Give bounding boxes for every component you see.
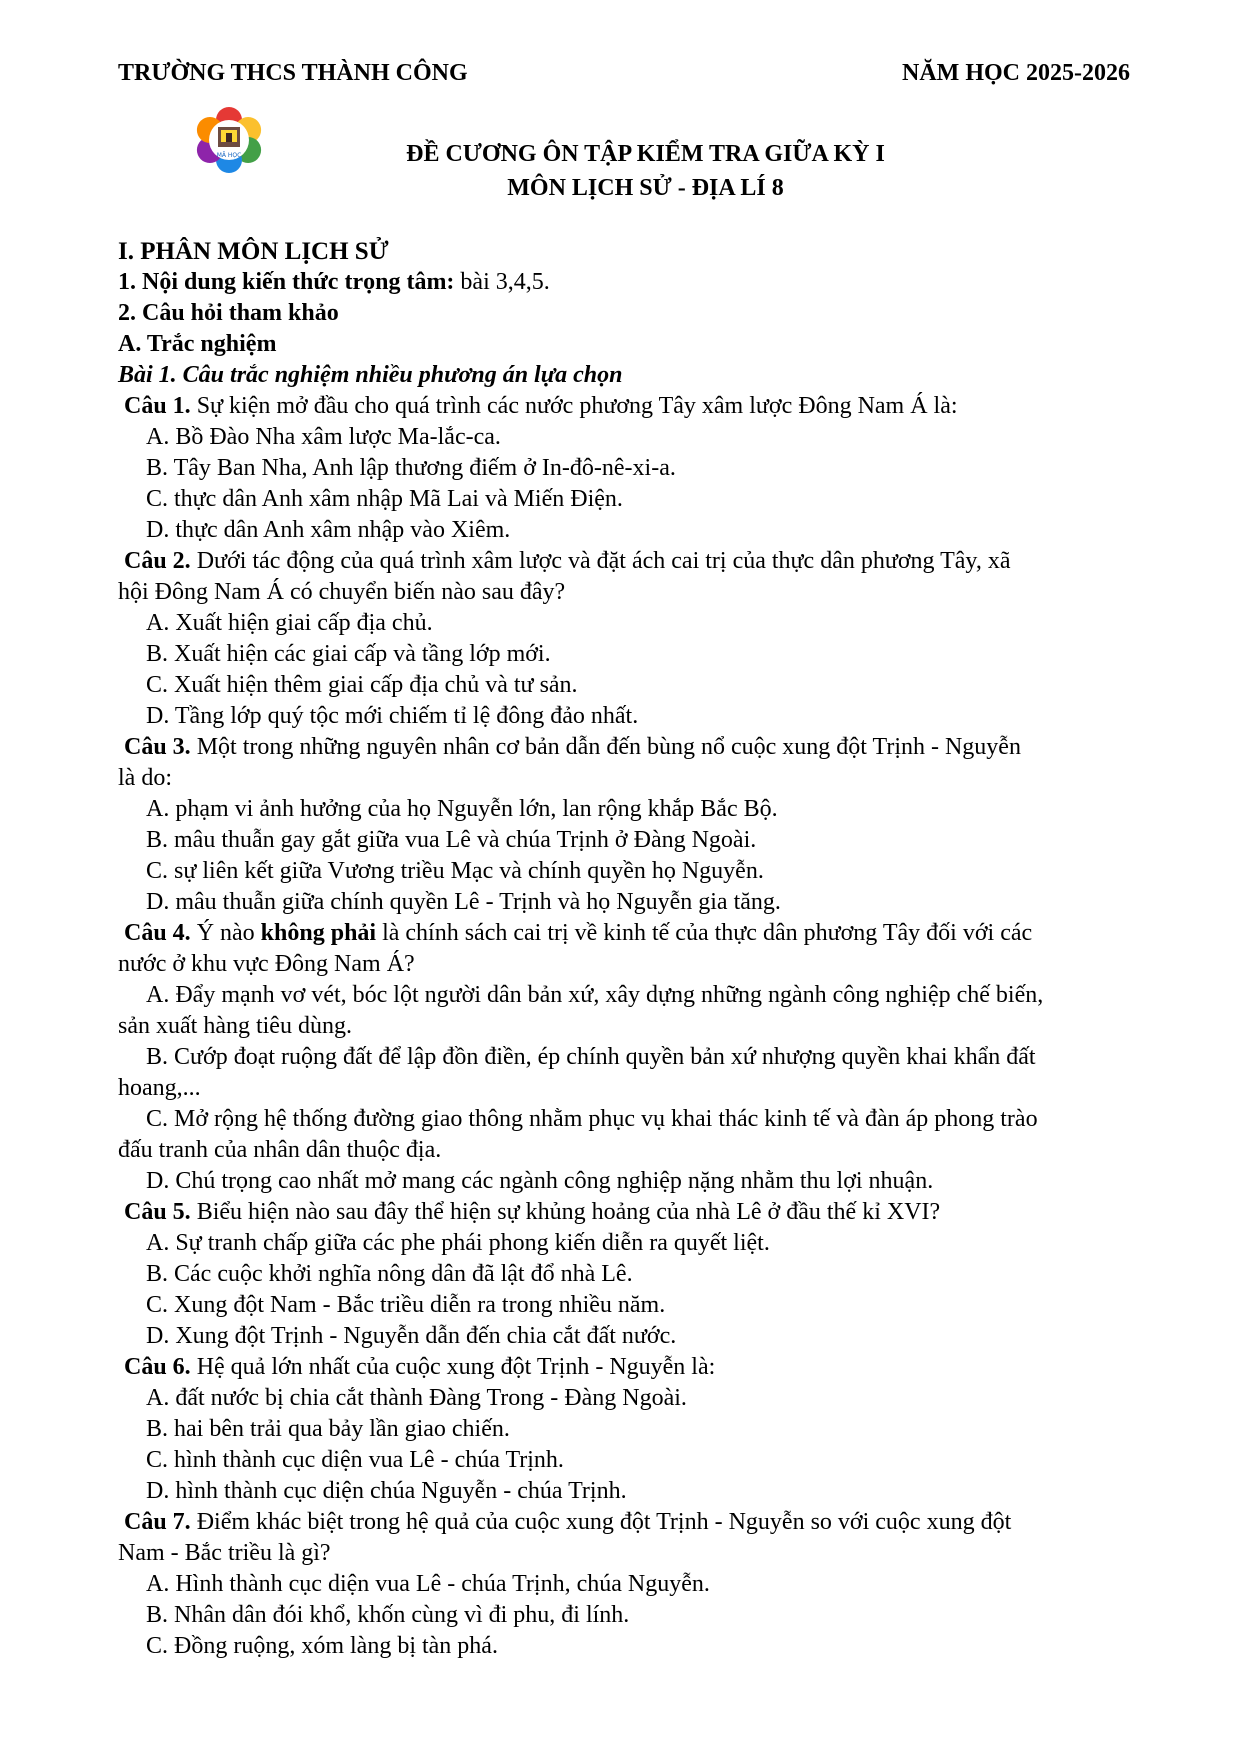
option-b: B. mâu thuẫn gay gắt giữa vua Lê và chúa Trịnh ở Đàng Ngoài.: [146, 827, 757, 853]
bai-1-heading: Bài 1. Câu trắc nghiệm nhiều phương án lựa chọn: [118, 362, 623, 388]
part-a-heading: A. Trắc nghiệm: [118, 331, 277, 357]
question-text: Dưới tác động của quá trình xâm lược và đặt ách cai trị của thực dân phương Tây, xã: [190, 548, 1011, 574]
title-line-2: MÔN LỊCH SỬ - ĐỊA LÍ 8: [507, 175, 784, 201]
question-label: Câu 4.: [124, 920, 191, 946]
question-text-cont: nước ở khu vực Đông Nam Á?: [118, 951, 415, 977]
option-c: C. thực dân Anh xâm nhập Mã Lai và Miến Điện.: [146, 486, 623, 512]
option-b-cont: hoang,...: [118, 1075, 201, 1101]
question-2: [124, 546, 1011, 577]
option-a: A. phạm vi ảnh hưởng của họ Nguyễn lớn, lan rộng khắp Bắc Bộ.: [146, 796, 778, 822]
school-year: NĂM HỌC 2025-2026: [902, 60, 1130, 86]
question-5: [124, 1197, 940, 1228]
header-row: [118, 60, 1130, 87]
title-line-1: ĐỀ CƯƠNG ÔN TẬP KIỂM TRA GIỮA KỲ I: [406, 141, 885, 167]
option-a: A. Bồ Đào Nha xâm lược Ma-lắc-ca.: [146, 424, 501, 450]
option-b: B. hai bên trải qua bảy lần giao chiến.: [146, 1416, 510, 1442]
question-text-cont: hội Đông Nam Á có chuyển biến nào sau đây?: [118, 579, 566, 605]
option-c: C. sự liên kết giữa Vương triều Mạc và chính quyền họ Nguyễn.: [146, 858, 764, 884]
question-label: Câu 6.: [124, 1354, 191, 1380]
item-1: [118, 267, 550, 298]
question-text-cont: Nam - Bắc triều là gì?: [118, 1540, 331, 1566]
question-text: Sự kiện mở đầu cho quá trình các nước phương Tây xâm lược Đông Nam Á là:: [190, 393, 958, 419]
option-c: C. hình thành cục diện vua Lê - chúa Trịnh.: [146, 1447, 564, 1473]
option-a: A. Xuất hiện giai cấp địa chủ.: [146, 610, 433, 636]
question-3: [124, 732, 1021, 763]
option-b: B. Cướp đoạt ruộng đất để lập đồn điền, ép chính quyền bản xứ nhượng quyền khai khẩn đất: [146, 1044, 1036, 1070]
question-label: Câu 5.: [124, 1199, 191, 1225]
question-text-pre: Ý nào: [190, 920, 261, 946]
option-d: D. mâu thuẫn giữa chính quyền Lê - Trịnh và họ Nguyễn gia tăng.: [146, 889, 781, 915]
question-6: [124, 1352, 715, 1383]
option-b: B. Nhân dân đói khổ, khốn cùng vì đi phu, đi lính.: [146, 1602, 630, 1628]
question-text: Một trong những nguyên nhân cơ bản dẫn đến bùng nổ cuộc xung đột Trịnh - Nguyễn: [190, 734, 1021, 760]
option-b: B. Các cuộc khởi nghĩa nông dân đã lật đổ nhà Lê.: [146, 1261, 633, 1287]
question-label: Câu 2.: [124, 548, 191, 574]
option-a: A. đất nước bị chia cắt thành Đàng Trong - Đàng Ngoài.: [146, 1385, 687, 1411]
option-d: D. Tầng lớp quý tộc mới chiếm tỉ lệ đông đảo nhất.: [146, 703, 639, 729]
option-d: D. Xung đột Trịnh - Nguyễn dẫn đến chia cắt đất nước.: [146, 1323, 677, 1349]
option-a: A. Hình thành cục diện vua Lê - chúa Trịnh, chúa Nguyễn.: [146, 1571, 710, 1597]
item-1-text: bài 3,4,5.: [454, 269, 550, 295]
option-a: A. Đẩy mạnh vơ vét, bóc lột người dân bản xứ, xây dựng những ngành công nghiệp chế biến,: [146, 982, 1044, 1008]
option-d: D. hình thành cục diện chúa Nguyễn - chúa Trịnh.: [146, 1478, 627, 1504]
document-titles: [0, 137, 1241, 205]
question-text: Hệ quả lớn nhất của cuộc xung đột Trịnh - Nguyễn là:: [190, 1354, 716, 1380]
question-text-post: là chính sách cai trị về kinh tế của thực dân phương Tây đối với các: [376, 920, 1033, 946]
option-c: C. Xung đột Nam - Bắc triều diễn ra trong nhiều năm.: [146, 1292, 666, 1318]
question-text: Biểu hiện nào sau đây thể hiện sự khủng hoảng của nhà Lê ở đầu thế kỉ XVI?: [190, 1199, 941, 1225]
question-label: Câu 1.: [124, 393, 191, 419]
option-c-cont: đấu tranh của nhân dân thuộc địa.: [118, 1137, 442, 1163]
school-name: TRƯỜNG THCS THÀNH CÔNG: [118, 60, 468, 86]
option-c: C. Mở rộng hệ thống đường giao thông nhằm phục vụ khai thác kinh tế và đàn áp phong trào: [146, 1106, 1038, 1132]
question-text-emphasis: không phải: [260, 920, 377, 946]
question-label: Câu 3.: [124, 734, 191, 760]
option-a: A. Sự tranh chấp giữa các phe phái phong kiến diễn ra quyết liệt.: [146, 1230, 770, 1256]
question-1: [124, 391, 958, 422]
question-label: Câu 7.: [124, 1509, 191, 1535]
option-c: C. Đồng ruộng, xóm làng bị tàn phá.: [146, 1633, 498, 1659]
option-d: D. Chú trọng cao nhất mở mang các ngành công nghiệp nặng nhằm thu lợi nhuận.: [146, 1168, 934, 1194]
question-text-cont: là do:: [118, 765, 172, 791]
question-4: [124, 918, 1032, 949]
option-d: D. thực dân Anh xâm nhập vào Xiêm.: [146, 517, 511, 543]
question-7: [124, 1507, 1011, 1538]
svg-text:MÃ HỌC: MÃ HỌC: [216, 152, 242, 159]
item-1-label: 1. Nội dung kiến thức trọng tâm:: [118, 269, 455, 295]
option-b: B. Tây Ban Nha, Anh lập thương điếm ở In-đô-nê-xi-a.: [146, 455, 676, 481]
item-2: 2. Câu hỏi tham khảo: [118, 300, 339, 326]
question-text: Điểm khác biệt trong hệ quả của cuộc xung đột Trịnh - Nguyễn so với cuộc xung đột: [190, 1509, 1012, 1535]
section-heading: I. PHÂN MÔN LỊCH SỬ: [118, 238, 389, 265]
option-b: B. Xuất hiện các giai cấp và tầng lớp mới.: [146, 641, 551, 667]
option-a-cont: sản xuất hàng tiêu dùng.: [118, 1013, 352, 1039]
option-c: C. Xuất hiện thêm giai cấp địa chủ và tư sản.: [146, 672, 578, 698]
